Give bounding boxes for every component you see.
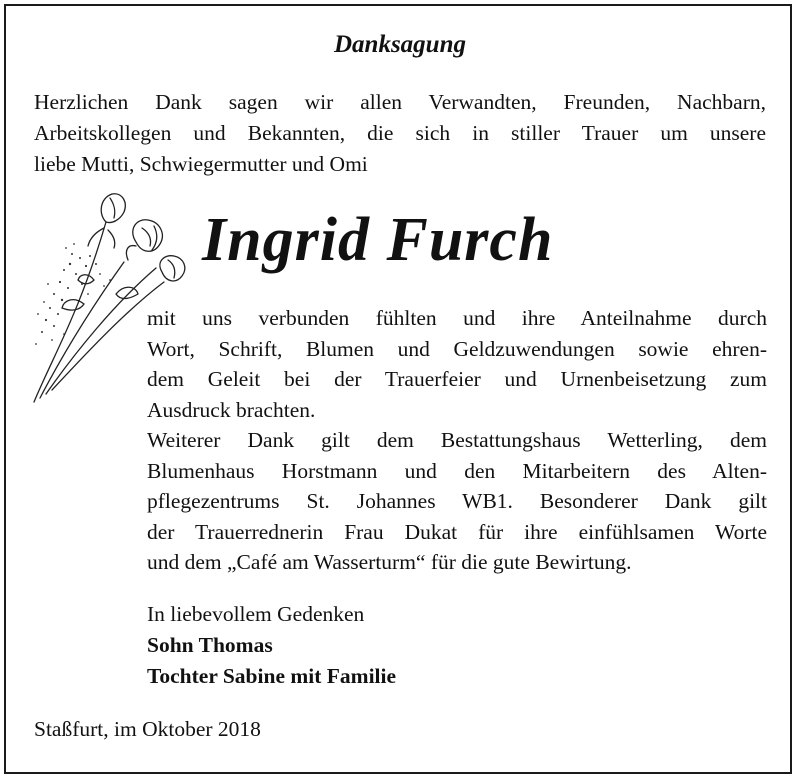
body-line: Weiterer Dank gilt dem Bestattungshaus Wetterling, dem: [147, 428, 767, 452]
body-line: pflegezentrums St. Johannes WB1. Besonderer Dank gilt: [147, 489, 767, 513]
body-paragraph: [147, 303, 767, 578]
body-line: Ausdruck brachten.: [147, 397, 316, 422]
notice-title: Danksagung: [334, 31, 466, 58]
intro-line: Arbeitskollegen und Bekannten, die sich in stiller Trauer um unsere: [34, 121, 766, 145]
body-line: der Trauerrednerin Frau Dukat für ihre einfühlsamen Worte: [147, 519, 767, 544]
body-line: und dem „Café am Wasserturm“ für die gute Bewirtung.: [147, 550, 632, 574]
signatory: Tochter Sabine mit Familie: [147, 664, 397, 688]
intro-paragraph: [34, 87, 766, 180]
body-line: Wort, Schrift, Blumen und Geldzuwendungen sowie ehren-: [147, 336, 767, 361]
closing-phrase: In liebevollem Gedenken: [147, 602, 365, 626]
signatory: Sohn Thomas: [147, 633, 273, 657]
intro-line: Herzlichen Dank sagen wir allen Verwandten, Freunden, Nachbarn,: [34, 90, 766, 114]
closing-block: [147, 599, 396, 692]
body-line: mit uns verbunden fühlten und ihre Anteilnahme durch: [147, 306, 767, 330]
body-line: dem Geleit bei der Trauerfeier und Urnenbeisetzung zum: [147, 367, 767, 391]
body-line: Blumenhaus Horstmann und den Mitarbeitern des Alten-: [147, 458, 767, 483]
deceased-name: Ingrid Furch: [202, 206, 554, 274]
intro-line: liebe Mutti, Schwiegermutter und Omi: [34, 152, 368, 176]
place-date: Staßfurt, im Oktober 2018: [34, 717, 261, 741]
